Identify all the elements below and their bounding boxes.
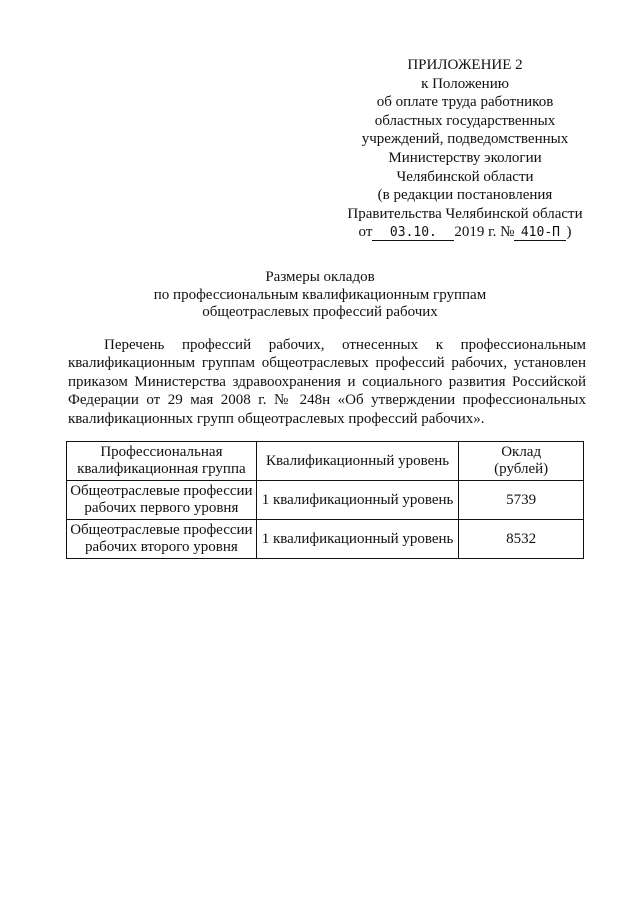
date-prefix: от (358, 224, 373, 241)
header-level: Квалификационный уровень (256, 442, 459, 481)
cell-text: Общеотраслевые профессии (70, 483, 253, 499)
cell-salary: 5739 (459, 481, 584, 520)
appendix-line: (в редакции постановления (377, 187, 553, 204)
table-row (67, 481, 584, 520)
cell-group (67, 520, 257, 559)
table-row (67, 520, 584, 559)
header-text: Профессиональная (100, 444, 223, 460)
year-text: 2019 г. № (454, 224, 515, 241)
date-value: 03.10. (372, 226, 454, 241)
appendix-line: учреждений, подведомственных (361, 131, 569, 148)
appendix-line: областных государственных (374, 112, 556, 129)
appendix-line: об оплате труда работников (376, 94, 554, 111)
cell-group (67, 481, 257, 520)
salary-table (66, 441, 584, 559)
appendix-line: Челябинской области (396, 168, 534, 185)
heading-line: Размеры окладов (265, 269, 375, 285)
appendix-line: Министерству экологии (388, 149, 542, 166)
appendix-title: ПРИЛОЖЕНИЕ 2 (407, 57, 523, 73)
number-suffix: ) (566, 224, 572, 241)
appendix-line: Правительства Челябинской области (347, 205, 583, 222)
header-group (67, 442, 257, 481)
header-text: Оклад (501, 444, 542, 460)
header-salary (459, 442, 584, 481)
cell-salary: 8532 (459, 520, 584, 559)
cell-text: Общеотраслевые профессии (70, 522, 253, 538)
table-header-row (67, 442, 584, 481)
appendix-header (300, 56, 630, 242)
appendix-line: к Положению (421, 75, 509, 92)
header-text: (рублей) (494, 461, 549, 477)
cell-text: рабочих второго уровня (84, 539, 238, 555)
appendix-date-line (300, 223, 630, 242)
cell-text: рабочих первого уровня (84, 500, 239, 516)
heading-line: общеотраслевых профессий рабочих (202, 304, 438, 320)
header-text: квалификационная группа (77, 461, 246, 477)
body-paragraph: Перечень профессий рабочих, отнесенных к профессиональным квалификационным группам общеотраслевых профессий рабочих, установлен приказом Министерства здравоохранения и социального развития Российской Федерации от 29 мая 2008 г. № 248н «Об утверждении профессиональных квалификационных групп общеотраслевых профессий рабочих». (68, 337, 586, 427)
heading-line: по профессиональным квалификационным группам (153, 286, 487, 303)
document-heading (80, 269, 560, 322)
decree-number: 410-П (514, 226, 566, 241)
cell-level: 1 квалификационный уровень (256, 520, 459, 559)
cell-level: 1 квалификационный уровень (256, 481, 459, 520)
